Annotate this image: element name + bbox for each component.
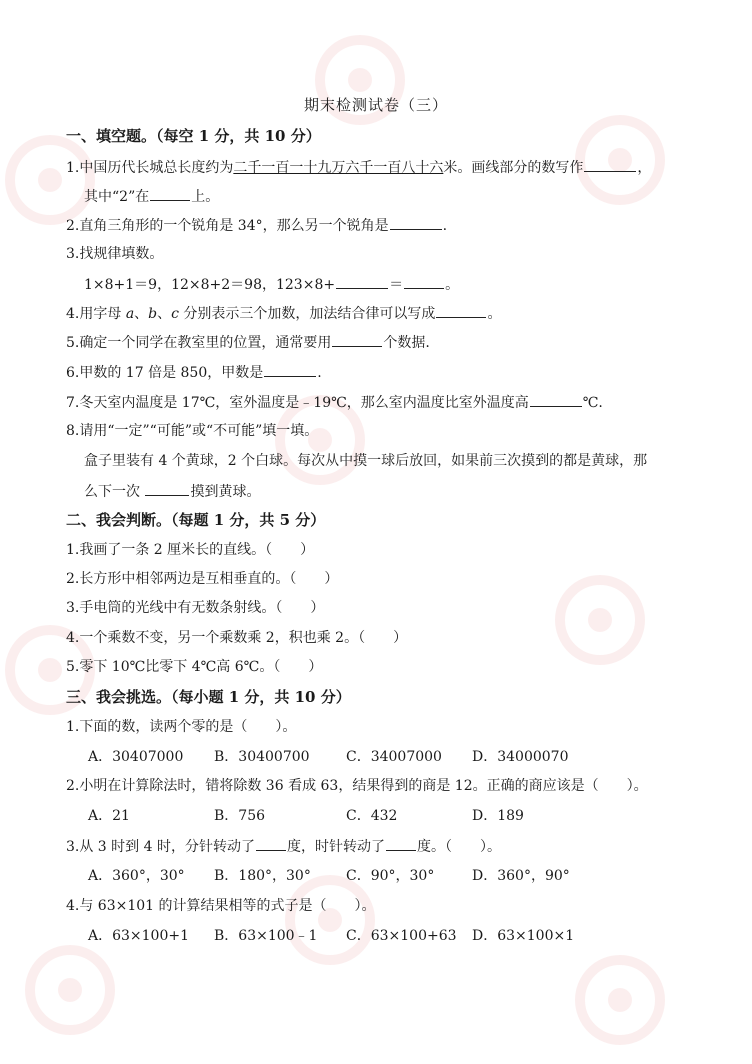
choice-2-option-a[interactable]: A．21 (88, 808, 130, 824)
q1-text-e: 上。 (191, 189, 220, 205)
judge-item: 2.长方形中相邻两边是互相垂直的。（ ） (66, 571, 339, 587)
choice-1-option-c[interactable]: C．34007000 (346, 749, 442, 765)
section-heading-judge: 二、我会判断。（每题 1 分，共 5 分） (66, 511, 326, 529)
choice-4-option-c[interactable]: C．63×100+63 (346, 928, 457, 944)
choice-3-text-b: 度，时针转动了 (286, 839, 385, 855)
q4-text-b: 分别表示三个加数，加法结合律可以写成 (178, 306, 436, 322)
q7-text: 7.冬天室内温度是 17℃，室外温度是﹣19℃，那么室内温度比室外温度高 (66, 395, 529, 411)
choice-4-option-d[interactable]: D．63×100×1 (472, 928, 575, 944)
question-8-cont (84, 481, 260, 502)
q4-var-b: b (148, 306, 158, 322)
choice-1-option-a[interactable]: A．30407000 (88, 749, 184, 765)
choice-1-option-d[interactable]: D．34000070 (472, 749, 569, 765)
q1-blank-2[interactable] (150, 186, 190, 201)
choice-2-option-d[interactable]: D．189 (472, 808, 524, 824)
q3-pattern-text: 1×8+1＝9，12×8+2＝98，123×8+ (84, 277, 336, 293)
judge-item: 3.手电筒的光线中有无数条射线。（ ） (66, 600, 325, 616)
watermark-logo (300, 20, 420, 140)
q3-blank-2[interactable] (404, 274, 444, 289)
choice-question-4: 4.与 63×101 的计算结果相等的式子是（ ）。 (66, 898, 376, 914)
choice-question-2: 2.小明在计算除法时，错将除数 36 看成 63，结果得到的商是 12。正确的商应该是（ ）。 (66, 778, 648, 794)
choice-question-1: 1.下面的数，读两个零的是（ ）。 (66, 719, 297, 735)
q4-text-a: 4.用字母 (66, 306, 126, 322)
judge-item: 5.零下 10℃比零下 4℃高 6℃。（ ） (66, 659, 323, 675)
choice-3-blank-1[interactable] (256, 836, 286, 851)
q4-var-c: c (171, 306, 179, 322)
q7-end: ℃. (582, 395, 603, 411)
q2-text: 2.直角三角形的一个锐角是 34°，那么另一个锐角是 (66, 218, 389, 234)
watermark-logo (10, 930, 130, 1050)
q6-blank[interactable] (264, 362, 316, 377)
page-title: 期末检测试卷（三） (303, 96, 448, 114)
q1-text-b: 米。画线部分的数写作 (443, 160, 584, 176)
q8-blank[interactable] (145, 481, 189, 496)
q8-text-c: 么下一次 (84, 484, 145, 500)
watermark-logo (560, 940, 680, 1060)
q5-text: 5.确定一个同学在教室里的位置，通常要用 (66, 335, 332, 351)
question-7 (66, 392, 603, 413)
q7-blank[interactable] (530, 392, 582, 407)
q3-end: 。 (445, 277, 460, 293)
q1-text-d: 其中“2”在 (84, 189, 150, 205)
question-3-pattern (84, 274, 459, 295)
watermark-logo (540, 560, 660, 680)
q1-blank-1[interactable] (584, 157, 636, 172)
choice-3-blank-2[interactable] (386, 836, 416, 851)
choice-2-option-b[interactable]: B．756 (214, 808, 266, 824)
q2-text-end: . (442, 218, 448, 234)
section-heading-fill-blank: 一、填空题。（每空 1 分，共 10 分） (66, 127, 321, 145)
choice-2-option-c[interactable]: C．432 (346, 808, 398, 824)
question-8-body: 盒子里装有 4 个黄球，2 个白球。每次从中摸一球后放回，如果前三次摸到的都是黄球，那 (84, 453, 648, 469)
q4-var-a: a (125, 306, 135, 322)
choice-4-option-b[interactable]: B．63×100﹣1 (214, 928, 318, 944)
q4-sep: 、 (157, 306, 172, 322)
q6-end: . (317, 365, 322, 381)
q3-blank-1[interactable] (336, 274, 388, 289)
choice-3-option-d[interactable]: D．360°，90° (472, 868, 570, 884)
q4-sep: 、 (134, 306, 149, 322)
q1-text-a: 1.中国历代长城总长度约为 (66, 160, 234, 176)
q4-end: 。 (487, 306, 502, 322)
q5-blank[interactable] (332, 332, 382, 347)
choice-3-option-b[interactable]: B．180°，30° (214, 868, 311, 884)
q1-text-c: ， (637, 160, 652, 176)
q8-end: 摸到黄球。 (190, 484, 261, 500)
question-3: 3.找规律填数。 (66, 246, 164, 262)
q4-blank[interactable] (436, 303, 486, 318)
question-6 (66, 362, 322, 383)
section-heading-choice: 三、我会挑选。（每小题 1 分，共 10 分） (66, 688, 351, 706)
q6-text: 6.甲数的 17 倍是 850，甲数是 (66, 365, 264, 381)
question-4 (66, 303, 501, 324)
question-1-cont (84, 186, 219, 207)
question-2 (66, 215, 447, 236)
q1-underlined-number: 二千一百一十九万六千一百八十六 (233, 160, 444, 176)
question-5 (66, 332, 430, 353)
choice-1-option-b[interactable]: B．30400700 (214, 749, 310, 765)
choice-3-option-a[interactable]: A．360°，30° (88, 868, 185, 884)
choice-4-option-a[interactable]: A．63×100+1 (88, 928, 190, 944)
q2-blank[interactable] (390, 215, 442, 230)
question-8: 8.请用“一定”“可能”或“不可能”填一填。 (66, 423, 319, 439)
q3-equals: ＝ (389, 277, 404, 293)
question-1 (66, 157, 651, 178)
judge-item: 4.一个乘数不变，另一个乘数乘 2，积也乘 2。（ ） (66, 630, 408, 646)
choice-3-text-c: 度。（ ）。 (416, 839, 501, 855)
judge-item: 1.我画了一条 2 厘米长的直线。（ ） (66, 542, 315, 558)
choice-3-text-a: 3.从 3 时到 4 时，分针转动了 (66, 839, 255, 855)
q5-end: 个数据. (383, 335, 430, 351)
choice-question-3 (66, 836, 501, 857)
choice-3-option-c[interactable]: C．90°，30° (346, 868, 435, 884)
